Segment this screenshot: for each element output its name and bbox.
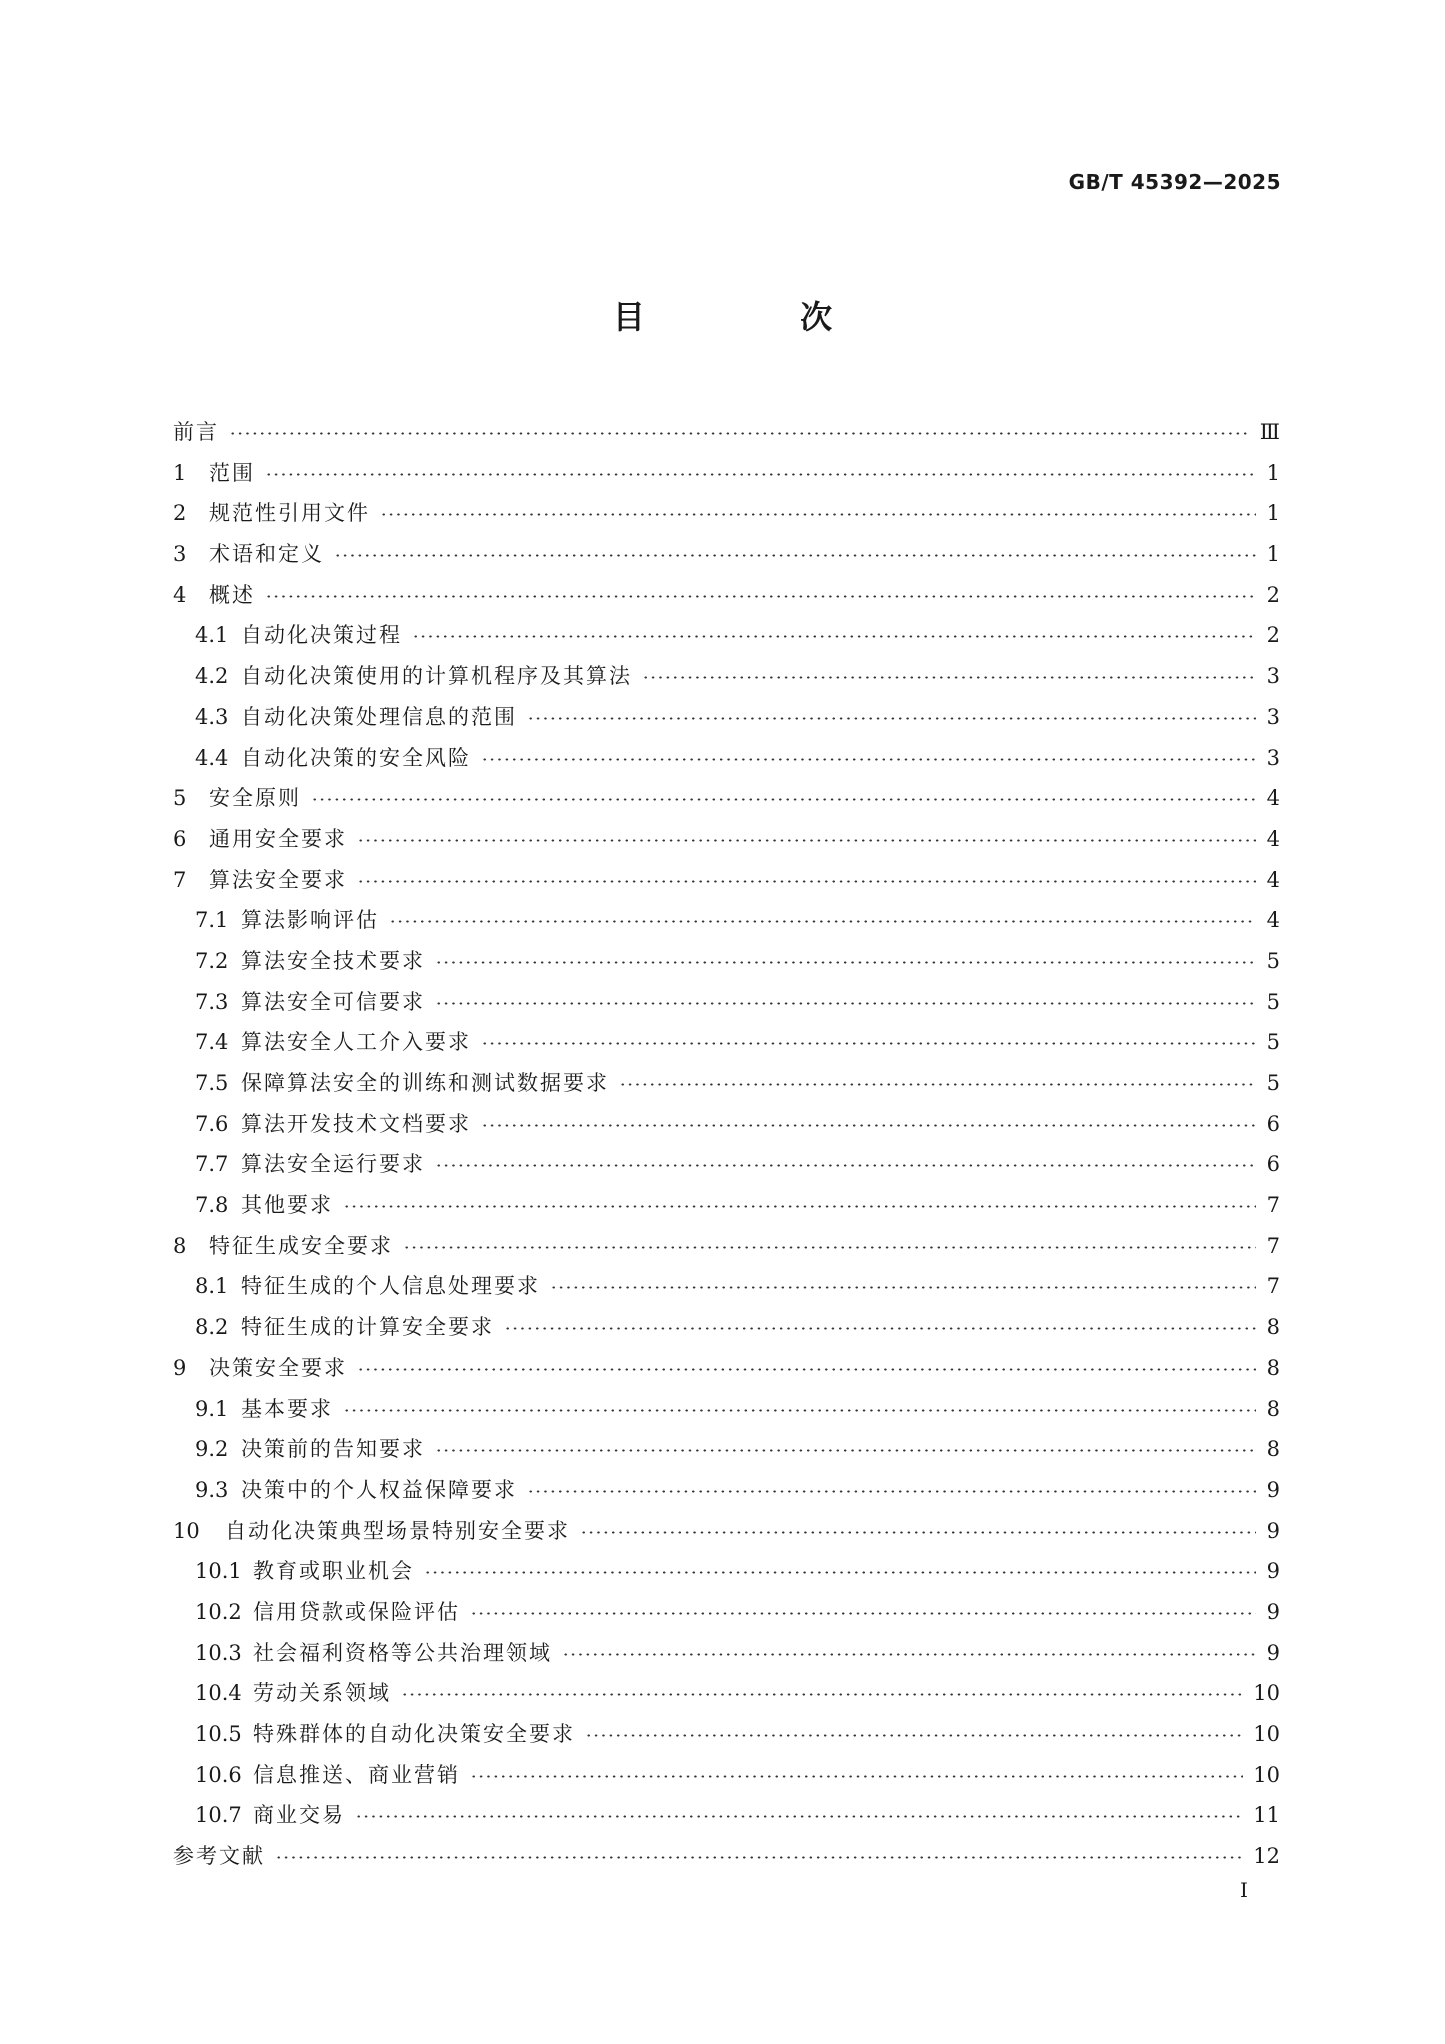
toc-entry-page: 5 — [1266, 989, 1280, 1014]
toc-entry-label: 社会福利资格等公共治理领域 — [253, 1640, 552, 1665]
toc-entry-label: 前言 — [173, 420, 219, 444]
toc-entry[interactable] — [173, 1266, 1280, 1307]
toc-entry[interactable] — [173, 493, 1280, 534]
dot-leader — [550, 1276, 1256, 1297]
toc-entry-number: 7.2 — [195, 948, 229, 973]
toc-entry-label: 决策中的个人权益保障要求 — [241, 1477, 517, 1502]
dot-leader — [275, 1846, 1243, 1867]
dot-leader — [343, 1398, 1256, 1419]
toc-entry-number: 1 — [173, 460, 187, 485]
toc-entry-page: 4 — [1266, 867, 1280, 892]
toc-entry-page: 5 — [1266, 1071, 1280, 1095]
table-of-contents — [173, 412, 1280, 1877]
toc-entry-label: 其他要求 — [241, 1193, 333, 1218]
toc-entry-page: 6 — [1266, 1111, 1280, 1136]
toc-entry-label: 概述 — [209, 582, 255, 607]
toc-entry-page: 2 — [1266, 582, 1280, 607]
toc-entry-number: 10 — [173, 1518, 200, 1543]
toc-entry-label: 算法安全人工介入要求 — [241, 1030, 471, 1055]
toc-entry[interactable] — [173, 982, 1280, 1023]
toc-entry-page: 1 — [1266, 460, 1280, 485]
toc-entry-page: 10 — [1253, 1722, 1280, 1746]
toc-entry-label: 安全原则 — [209, 786, 301, 811]
dot-leader — [311, 788, 1256, 809]
toc-entry[interactable] — [173, 1714, 1280, 1755]
toc-entry[interactable] — [173, 860, 1280, 901]
toc-entry-number: 7.6 — [195, 1111, 229, 1136]
toc-entry-number: 10.2 — [195, 1599, 242, 1624]
toc-entry-number: 7.1 — [195, 908, 229, 933]
dot-leader — [470, 1765, 1243, 1786]
toc-entry-number: 7 — [173, 867, 187, 892]
toc-entry-label: 特征生成的计算安全要求 — [241, 1315, 494, 1340]
dot-leader — [470, 1602, 1256, 1623]
toc-entry-label: 决策安全要求 — [209, 1355, 347, 1380]
dot-leader — [380, 503, 1256, 524]
toc-entry[interactable] — [173, 656, 1280, 697]
toc-entry-page: 2 — [1266, 623, 1280, 648]
toc-entry-page: 7 — [1266, 1233, 1280, 1258]
toc-entry-number: 10.6 — [195, 1762, 242, 1787]
toc-entry[interactable] — [173, 1429, 1280, 1470]
toc-entry[interactable] — [173, 534, 1280, 575]
dot-leader — [585, 1724, 1243, 1745]
standard-code: GB/T 45392—2025 — [1068, 170, 1281, 194]
dot-leader — [229, 422, 1250, 443]
toc-entry-label: 决策前的告知要求 — [241, 1437, 425, 1462]
toc-entry-number: 5 — [173, 786, 187, 811]
toc-entry[interactable] — [173, 1470, 1280, 1511]
toc-entry[interactable] — [173, 819, 1280, 860]
toc-entry-number: 9.2 — [195, 1437, 229, 1462]
dot-leader — [481, 1032, 1256, 1053]
toc-entry-number: 6 — [173, 826, 187, 851]
toc-entry[interactable] — [173, 941, 1280, 982]
dot-leader — [527, 1480, 1256, 1501]
toc-entry-label: 自动化决策使用的计算机程序及其算法 — [241, 664, 632, 689]
toc-entry[interactable] — [173, 1592, 1280, 1633]
toc-entry-label: 算法安全技术要求 — [241, 948, 425, 973]
toc-entry[interactable] — [173, 575, 1280, 616]
toc-entry-label: 特征生成的个人信息处理要求 — [241, 1274, 540, 1299]
toc-entry-page: 9 — [1266, 1518, 1280, 1543]
footer-page-number: I — [1240, 1878, 1248, 1902]
toc-entry-number: 4 — [173, 582, 187, 607]
dot-leader — [265, 463, 1256, 484]
toc-entry-number: 2 — [173, 501, 187, 526]
dot-leader — [403, 1236, 1256, 1257]
toc-entry-label: 算法开发技术文档要求 — [241, 1111, 471, 1136]
toc-entry-number: 10.5 — [195, 1722, 242, 1746]
dot-leader — [435, 1154, 1256, 1175]
toc-entry-number: 7.7 — [195, 1152, 229, 1177]
toc-entry-label: 算法安全运行要求 — [241, 1152, 425, 1177]
toc-entry-number: 7.5 — [195, 1071, 229, 1095]
toc-entry-label: 保障算法安全的训练和测试数据要求 — [241, 1071, 609, 1095]
toc-entry-page: 8 — [1266, 1355, 1280, 1380]
toc-entry[interactable] — [173, 1348, 1280, 1389]
toc-entry-label: 自动化决策处理信息的范围 — [241, 704, 517, 729]
toc-entry-number: 4.1 — [195, 623, 229, 648]
toc-entry-page: 1 — [1266, 501, 1280, 526]
toc-entry-label: 特殊群体的自动化决策安全要求 — [253, 1722, 575, 1746]
toc-entry[interactable] — [173, 1511, 1280, 1552]
toc-entry-label: 自动化决策的安全风险 — [241, 745, 471, 770]
toc-entry-label: 信用贷款或保险评估 — [253, 1599, 460, 1624]
dot-leader — [334, 544, 1256, 565]
toc-entry[interactable] — [173, 1389, 1280, 1430]
toc-entry-label: 自动化决策过程 — [241, 623, 402, 648]
toc-entry[interactable] — [173, 1022, 1280, 1063]
toc-entry-page: 4 — [1266, 826, 1280, 851]
toc-entry-label: 规范性引用文件 — [209, 501, 370, 526]
dot-leader — [357, 1358, 1256, 1379]
toc-entry-page: 5 — [1266, 948, 1280, 973]
toc-entry[interactable] — [173, 1836, 1280, 1877]
toc-entry[interactable] — [173, 778, 1280, 819]
dot-leader — [357, 829, 1256, 850]
toc-entry-number: 4.4 — [195, 745, 229, 770]
toc-entry-label: 信息推送、商业营销 — [253, 1762, 460, 1787]
toc-entry[interactable] — [173, 453, 1280, 494]
toc-entry-number: 8.1 — [195, 1274, 229, 1299]
toc-entry-page: 3 — [1266, 745, 1280, 770]
dot-leader — [481, 747, 1256, 768]
dot-leader — [343, 1195, 1256, 1216]
toc-entry-label: 通用安全要求 — [209, 826, 347, 851]
toc-entry-label: 术语和定义 — [209, 542, 324, 567]
dot-leader — [481, 1114, 1256, 1135]
dot-leader — [580, 1520, 1256, 1541]
toc-entry-number: 10.4 — [195, 1681, 242, 1706]
dot-leader — [401, 1683, 1243, 1704]
dot-leader — [389, 910, 1256, 931]
toc-entry[interactable] — [173, 1063, 1280, 1104]
dot-leader — [435, 1439, 1256, 1460]
toc-entry-page: 3 — [1266, 704, 1280, 729]
toc-entry[interactable] — [173, 1673, 1280, 1714]
toc-entry-number: 4.3 — [195, 704, 229, 729]
dot-leader — [424, 1561, 1256, 1582]
toc-entry-page: 8 — [1266, 1437, 1280, 1462]
toc-entry[interactable] — [173, 1144, 1280, 1185]
toc-entry-number: 7.4 — [195, 1030, 229, 1055]
dot-leader — [435, 991, 1256, 1012]
toc-entry-label: 基本要求 — [241, 1396, 333, 1421]
toc-entry-number: 4.2 — [195, 664, 229, 689]
toc-entry-number: 7.3 — [195, 989, 229, 1014]
dot-leader — [357, 869, 1256, 890]
toc-entry-label: 自动化决策典型场景特别安全要求 — [225, 1518, 570, 1543]
toc-entry-page: 9 — [1266, 1559, 1280, 1584]
toc-entry-number: 8.2 — [195, 1315, 229, 1340]
toc-entry-page: Ⅲ — [1259, 420, 1280, 444]
toc-entry[interactable] — [173, 1226, 1280, 1267]
toc-entry-page: 11 — [1253, 1803, 1280, 1828]
dot-leader — [562, 1642, 1256, 1663]
toc-entry[interactable] — [173, 1104, 1280, 1145]
toc-entry[interactable] — [173, 412, 1280, 453]
dot-leader — [642, 666, 1256, 687]
toc-entry-number: 3 — [173, 542, 187, 567]
toc-entry-page: 7 — [1266, 1274, 1280, 1299]
toc-entry-page: 4 — [1266, 908, 1280, 933]
toc-entry[interactable] — [173, 900, 1280, 941]
dot-leader — [265, 585, 1256, 606]
toc-entry-number: 10.7 — [195, 1803, 242, 1828]
toc-entry-page: 10 — [1253, 1762, 1280, 1787]
dot-leader — [435, 951, 1256, 972]
toc-entry-page: 1 — [1266, 542, 1280, 567]
toc-entry[interactable] — [173, 615, 1280, 656]
toc-entry-page: 8 — [1266, 1396, 1280, 1421]
toc-entry-page: 7 — [1266, 1193, 1280, 1218]
page-title: 目 次 — [612, 298, 905, 336]
toc-entry-number: 9 — [173, 1355, 187, 1380]
toc-entry-label: 劳动关系领域 — [253, 1681, 391, 1706]
toc-entry-number: 7.8 — [195, 1193, 229, 1218]
toc-entry-number: 10.3 — [195, 1640, 242, 1665]
toc-entry-page: 3 — [1266, 664, 1280, 689]
toc-entry-page: 9 — [1266, 1599, 1280, 1624]
dot-leader — [619, 1073, 1256, 1094]
toc-entry-number: 8 — [173, 1233, 187, 1258]
toc-entry[interactable] — [173, 1633, 1280, 1674]
toc-entry-page: 6 — [1266, 1152, 1280, 1177]
toc-entry-page: 9 — [1266, 1640, 1280, 1665]
toc-entry-label: 特征生成安全要求 — [209, 1233, 393, 1258]
toc-entry-page: 12 — [1253, 1844, 1280, 1869]
toc-entry[interactable] — [173, 1307, 1280, 1348]
toc-entry-page: 8 — [1266, 1315, 1280, 1340]
dot-leader — [527, 707, 1256, 728]
toc-entry-label: 商业交易 — [253, 1803, 345, 1828]
toc-entry-number: 10.1 — [195, 1559, 242, 1584]
toc-entry-label: 算法安全可信要求 — [241, 989, 425, 1014]
toc-entry-label: 参考文献 — [173, 1844, 265, 1869]
toc-entry[interactable] — [173, 1551, 1280, 1592]
toc-entry-page: 5 — [1266, 1030, 1280, 1055]
toc-entry-label: 范围 — [209, 460, 255, 485]
dot-leader — [504, 1317, 1256, 1338]
toc-entry-number: 9.3 — [195, 1477, 229, 1502]
toc-entry-page: 10 — [1253, 1681, 1280, 1706]
toc-entry-page: 9 — [1266, 1477, 1280, 1502]
toc-entry[interactable] — [173, 697, 1280, 738]
toc-entry-label: 算法安全要求 — [209, 867, 347, 892]
toc-entry-number: 9.1 — [195, 1396, 229, 1421]
toc-entry[interactable] — [173, 1755, 1280, 1796]
toc-entry-page: 4 — [1266, 786, 1280, 811]
dot-leader — [355, 1805, 1243, 1826]
toc-entry[interactable] — [173, 738, 1280, 779]
toc-entry-label: 算法影响评估 — [241, 908, 379, 933]
toc-entry[interactable] — [173, 1185, 1280, 1226]
toc-entry[interactable] — [173, 1795, 1280, 1836]
toc-entry-label: 教育或职业机会 — [253, 1559, 414, 1584]
dot-leader — [412, 625, 1256, 646]
